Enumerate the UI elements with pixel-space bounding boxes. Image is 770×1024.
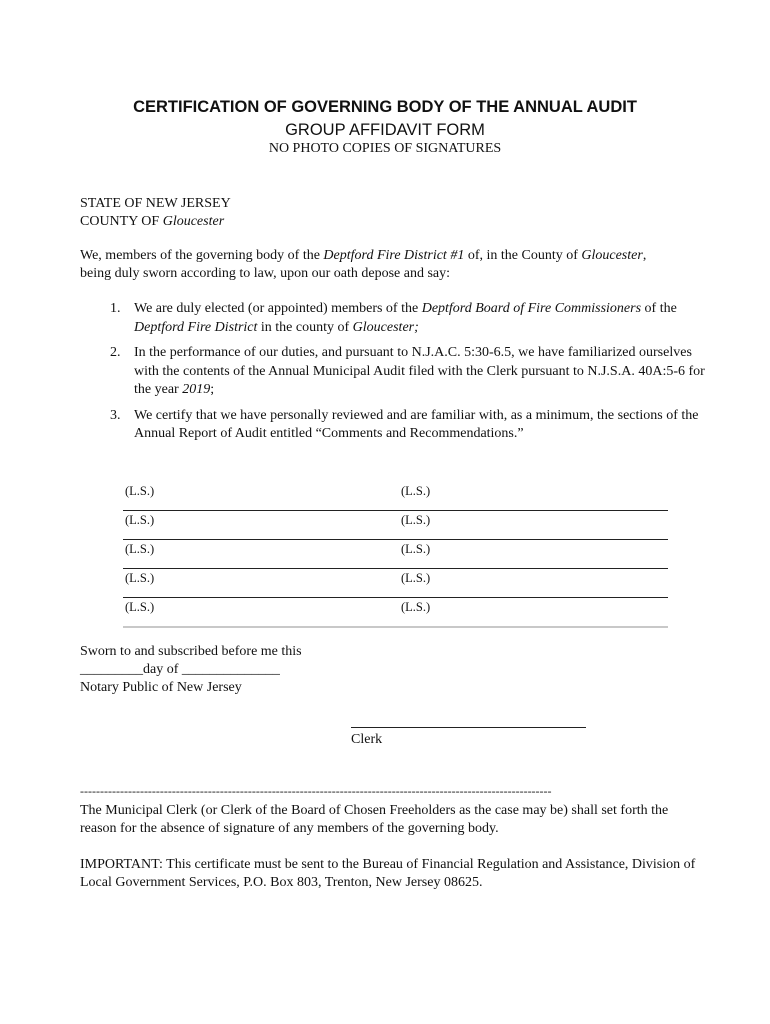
item-district-name: Deptford Fire District — [134, 319, 258, 335]
clerk-label: Clerk — [351, 732, 383, 747]
item-text: We certify that we have personally reviewed and are familiar with, as a minimum, the sections of the Annual Report of Audit entitled “Comments and Recommendations.” — [134, 407, 699, 441]
document-subtitle: GROUP AFFIDAVIT FORM — [285, 121, 485, 139]
intro-paragraph — [80, 247, 700, 283]
intro-text-3: , — [642, 248, 647, 263]
item-board-name: Deptford Board of Fire Commissioners — [421, 301, 642, 316]
photocopy-note: NO PHOTO COPIES OF SIGNATURES — [268, 141, 502, 156]
item-text: We are duly elected (or appointed) members of the — [134, 301, 422, 316]
dashed-divider: ---------------------------------------------------------------------------------------------------------------------- — [80, 784, 552, 798]
intro-line-2: being duly sworn according to law, upon our oath depose and say: — [80, 266, 451, 281]
signature-row — [123, 540, 668, 569]
county-name: Gloucester — [162, 214, 225, 229]
signature-line-left[interactable]: (L.S.) — [125, 484, 155, 498]
item-number: 3. — [110, 407, 121, 423]
intro-county: Gloucester — [581, 248, 643, 263]
item-number: 1. — [110, 301, 121, 316]
date-fill-line[interactable]: _________day of ______________ — [80, 662, 280, 677]
notary-block — [80, 643, 700, 697]
statements-list — [80, 300, 708, 451]
county-line — [80, 213, 700, 231]
intro-text-2: of, in the County of — [464, 248, 582, 263]
sworn-line: Sworn to and subscribed before me this — [80, 644, 302, 659]
document-title: CERTIFICATION OF GOVERNING BODY OF THE ANNUAL AUDIT — [133, 98, 637, 116]
statement-item-1 — [80, 300, 708, 337]
signature-row — [123, 482, 668, 511]
signature-row — [123, 511, 668, 540]
item-text: of the — [641, 301, 677, 316]
intro-entity: Deptford Fire District #1 — [323, 248, 465, 263]
signature-line-right[interactable]: (L.S.) — [401, 542, 431, 556]
signature-row — [123, 569, 668, 598]
important-notice: IMPORTANT: This certificate must be sent to the Bureau of Financial Regulation and Assistance, Division of Local Government Services, P.O. Box 803, Trenton, New Jersey 08625. — [80, 857, 696, 890]
county-prefix: COUNTY OF — [80, 214, 163, 229]
item-number: 2. — [110, 345, 121, 360]
item-text: In the performance of our duties, and pursuant to N.J.A.C. 5:30-6.5, we have familiarized ourselves with the contents of the Annual Municipal Audit filed with the Clerk pursuant to N.J.S.A. 40A:5-6 for the year — [134, 345, 705, 397]
item-year: 2019 — [182, 382, 211, 397]
signature-table — [123, 482, 668, 628]
notary-label: Notary Public of New Jersey — [80, 680, 242, 695]
signature-line-right[interactable]: (L.S.) — [401, 484, 431, 498]
item-text: in the county of — [257, 319, 353, 335]
signature-line-left[interactable]: (L.S.) — [125, 571, 155, 585]
intro-text-1: We, members of the governing body of the — [80, 248, 324, 263]
clerk-instruction: The Municipal Clerk (or Clerk of the Board of Chosen Freeholders as the case may be) shall set forth the reason for the absence of signature of any members of the governing body. — [80, 803, 669, 836]
signature-line-right[interactable]: (L.S.) — [401, 600, 431, 614]
signature-line-right[interactable]: (L.S.) — [401, 513, 431, 527]
venue-block — [80, 195, 700, 231]
signature-line-left[interactable]: (L.S.) — [125, 542, 155, 556]
item-county-name: Gloucester; — [352, 319, 419, 335]
clerk-signature-line[interactable] — [351, 727, 586, 728]
intro-line-1 — [80, 247, 700, 265]
statement-item-2 — [80, 344, 708, 400]
signature-line-left[interactable]: (L.S.) — [125, 600, 155, 614]
statement-item-3 — [80, 407, 708, 444]
signature-row — [123, 598, 668, 628]
item-text: ; — [210, 382, 215, 397]
signature-line-right[interactable]: (L.S.) — [401, 571, 431, 585]
state-line: STATE OF NEW JERSEY — [80, 196, 231, 211]
signature-line-left[interactable]: (L.S.) — [125, 513, 155, 527]
